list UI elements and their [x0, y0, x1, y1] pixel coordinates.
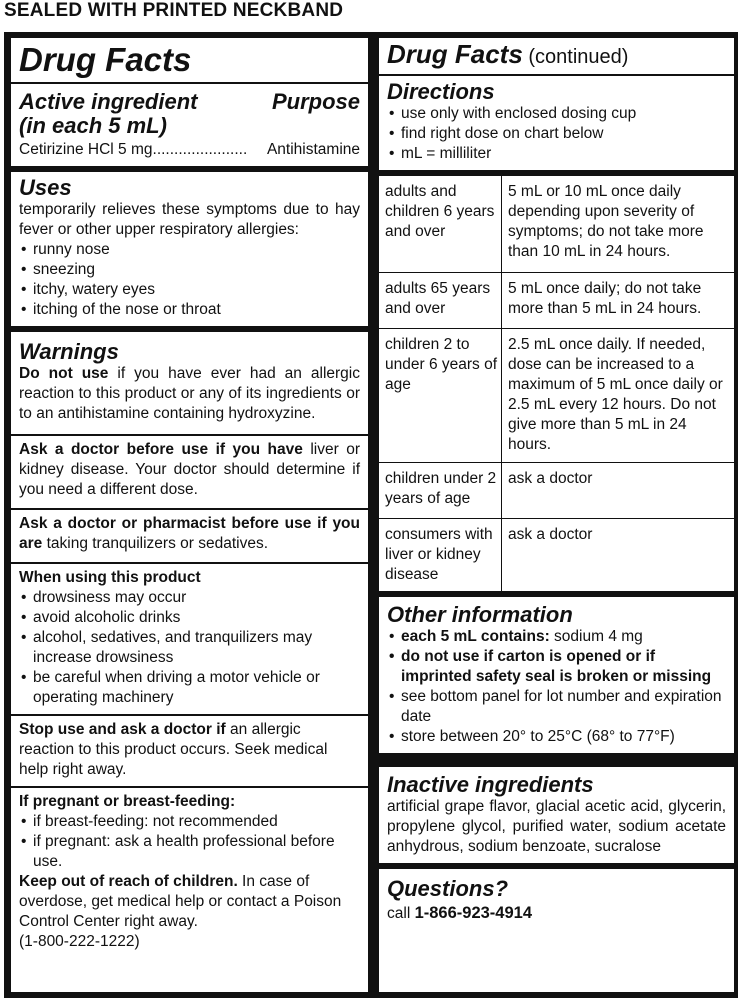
list-item: • if breast-feeding: not recommended: [19, 812, 360, 832]
when-using-heading: When using this product: [19, 569, 201, 586]
ask-pharmacist-text: Ask a doctor or pharmacist before use if you are taking tranquilizers or sedatives.: [19, 515, 360, 552]
dose-cell: 2.5 mL once daily. If needed, dose can be increased to a maximum of 5 mL once daily or 2.5 mL every 12 hours. Do not give more than 5 mL in 24 hours.: [502, 328, 735, 462]
table-row: [379, 462, 734, 518]
list-item: • drowsiness may occur: [19, 588, 360, 608]
divider: [11, 82, 368, 84]
ask-doctor-text: Ask a doctor before use if you have liver or kidney disease. Your doctor should determine if you need a different dose.: [19, 441, 360, 498]
questions-heading: Questions?: [387, 875, 509, 901]
active-ingredient-heading: Active ingredient: [19, 89, 198, 114]
list-item: • mL = milliliter: [387, 144, 726, 164]
poison-control-phone: (1-800-222-1222): [19, 933, 140, 950]
ingredient-purpose: Antihistamine: [266, 141, 360, 158]
dose-cell: ask a doctor: [502, 518, 735, 591]
left-column: [11, 38, 368, 992]
list-item: • be careful when driving a motor vehicle or operating machinery: [19, 668, 360, 708]
age-cell: children under 2 years of age: [379, 462, 502, 518]
active-ingredient-subheading: (in each 5 mL): [19, 113, 167, 138]
do-not-use-text: Do not use if you have ever had an allergic reaction to this product or any of its ingredients or to an antihistamine containing hydroxyzine.: [19, 365, 360, 422]
inactive-ingredients-text: artificial grape flavor, glacial acetic acid, glycerin, propylene glycol, purified water, sodium acetate anhydrous, sodium benzoate, sucralose: [387, 797, 726, 855]
list-item: • itching of the nose or throat: [19, 300, 360, 320]
uses-panel: [11, 172, 368, 326]
other-information-panel: [379, 597, 734, 753]
drug-facts-label: [4, 32, 738, 998]
age-cell: consumers with liver or kidney disease: [379, 518, 502, 591]
pregnant-heading: If pregnant or breast-feeding:: [19, 793, 236, 810]
age-cell: children 2 to under 6 years of age: [379, 328, 502, 462]
drug-facts-header-panel: [11, 38, 368, 166]
dose-cell: 5 mL once daily; do not take more than 5 mL in 24 hours.: [502, 272, 735, 328]
questions-panel: [379, 869, 734, 993]
dosing-table-panel: [379, 176, 734, 591]
table-row: [379, 518, 734, 591]
inactive-ingredients-panel: [379, 767, 734, 863]
dose-cell: 5 mL or 10 mL once daily depending upon severity of symptoms; do not take more than 10 mL in 24 hours.: [508, 183, 704, 260]
table-row: [379, 272, 734, 328]
questions-phone: 1-866-923-4914: [414, 903, 533, 922]
list-item: • avoid alcoholic drinks: [19, 608, 360, 628]
inactive-ingredients-heading: Inactive ingredients: [387, 771, 594, 797]
ingredient-name: Cetirizine HCl 5 mg: [19, 141, 153, 158]
list-item: • store between 20° to 25°C (68° to 77°F): [387, 727, 726, 747]
drug-facts-title: Drug Facts: [19, 41, 192, 78]
uses-list: [19, 240, 360, 320]
directions-panel: [379, 38, 734, 170]
age-cell: adults and children 6 years and over: [379, 176, 502, 272]
list-item: • itchy, watery eyes: [19, 280, 360, 300]
list-item: • do not use if carton is opened or if imprinted safety seal is broken or missing: [387, 647, 726, 687]
other-information-list: [387, 627, 726, 747]
dose-cell: ask a doctor: [502, 462, 735, 518]
stop-use-text: Stop use and ask a doctor if an allergic reaction to this product occurs. Seek medical help right away.: [19, 721, 328, 778]
neckband-banner: SEALED WITH PRINTED NECKBAND: [4, 0, 344, 21]
uses-text: temporarily relieves these symptoms due to hay fever or other upper respiratory allergies:: [19, 201, 360, 238]
list-item: • find right dose on chart below: [387, 124, 726, 144]
warnings-heading: Warnings: [19, 339, 119, 364]
pregnant-list: [19, 812, 360, 872]
drug-facts-continued-title: Drug Facts: [387, 39, 523, 69]
leader-dots: ......................: [152, 141, 248, 158]
directions-heading: Directions: [387, 79, 495, 104]
dosing-table: [379, 176, 734, 591]
questions-call-line: call 1-866-923-4914: [387, 903, 533, 922]
directions-list: [387, 104, 726, 164]
other-information-heading: Other information: [387, 601, 573, 627]
right-column: [379, 38, 734, 992]
list-item: • use only with enclosed dosing cup: [387, 104, 726, 124]
list-item: • see bottom panel for lot number and expiration date: [387, 687, 726, 727]
list-item: • runny nose: [19, 240, 360, 260]
list-item: • if pregnant: ask a health professional before use.: [19, 832, 360, 872]
continued-label: (continued): [528, 46, 629, 68]
age-cell: adults 65 years and over: [379, 272, 502, 328]
purpose-heading: Purpose: [271, 89, 360, 114]
table-row: [379, 328, 734, 462]
keep-out-text: Keep out of reach of children. In case of overdose, get medical help or contact a Poison Control Center right away.: [19, 873, 342, 930]
list-item: • each 5 mL contains: sodium 4 mg: [387, 627, 726, 647]
warnings-panel: [11, 332, 368, 992]
when-using-list: [19, 588, 360, 708]
table-row: [379, 176, 734, 272]
list-item: • sneezing: [19, 260, 360, 280]
list-item: • alcohol, sedatives, and tranquilizers may increase drowsiness: [19, 628, 360, 668]
uses-heading: Uses: [19, 175, 72, 200]
